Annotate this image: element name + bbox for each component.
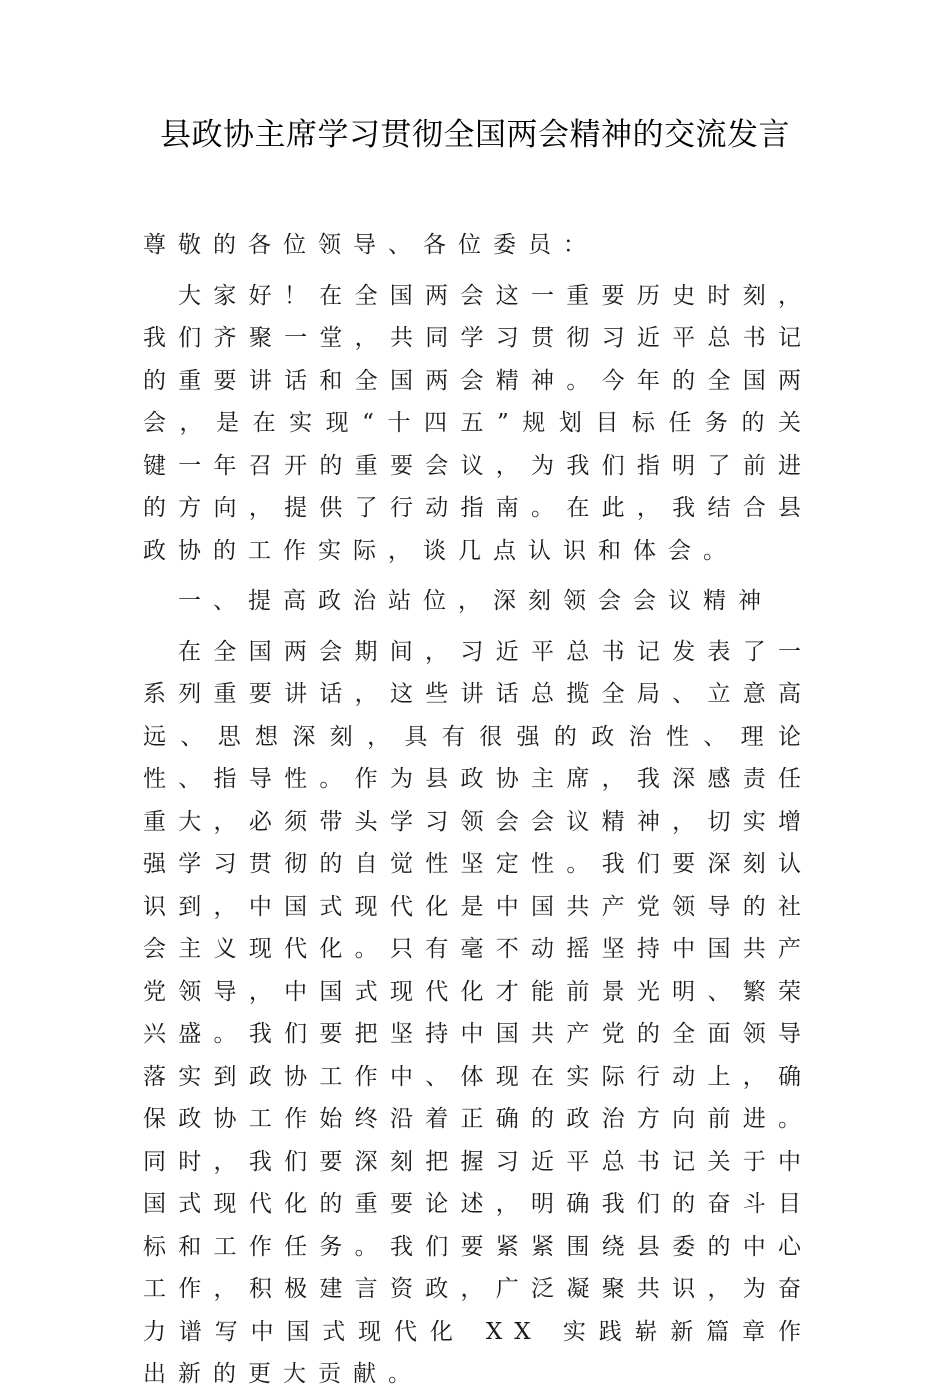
paragraph-section-1: 在全国两会期间，习近平总书记发表了一系列重要讲话，这些讲话总揽全局、立意高远、思想深刻，具有很强的政治性、理论性、指导性。作为县政协主席，我深感责任重大，必须带头学习领会会议精神，切实增强学习贯彻的自觉性坚定性。我们要深刻认识到，中国式现代化是中国共产党领导的社会主义现代化。只有毫不动摇坚持中国共产党领导，中国式现代化才能前景光明、繁荣兴盛。我们要把坚持中国共产党的全面领导落实到政协工作中、体现在实际行动上，确保政协工作始终沿着正确的政治方向前进。同时，我们要深刻把握习近平总书记关于中国式现代化的重要论述，明确我们的奋斗目标和工作任务。我们要紧紧围绕县委的中心工作，积极建言资政，广泛凝聚共识，为奋力谱写中国式现代化 XX 实践崭新篇章作出新的更大贡献。 [143, 638, 813, 1387]
paragraph-opening: 大家好！在全国两会这一重要历史时刻，我们齐聚一堂，共同学习贯彻习近平总书记的重要讲话和全国两会精神。今年的全国两会，是在实现“十四五”规划目标任务的关键一年召开的重要会议，为我们指明了前进的方向，提供了行动指南。在此，我结合县政协的工作实际，谈几点认识和体会。 [143, 282, 813, 564]
document-title: 县政协主席学习贯彻全国两会精神的交流发言 [160, 117, 790, 153]
salutation: 尊敬的各位领导、各位委员： [143, 232, 598, 258]
document-body [143, 224, 813, 1396]
section-heading-1: 一、提高政治站位，深刻领会会议精神 [178, 588, 773, 614]
